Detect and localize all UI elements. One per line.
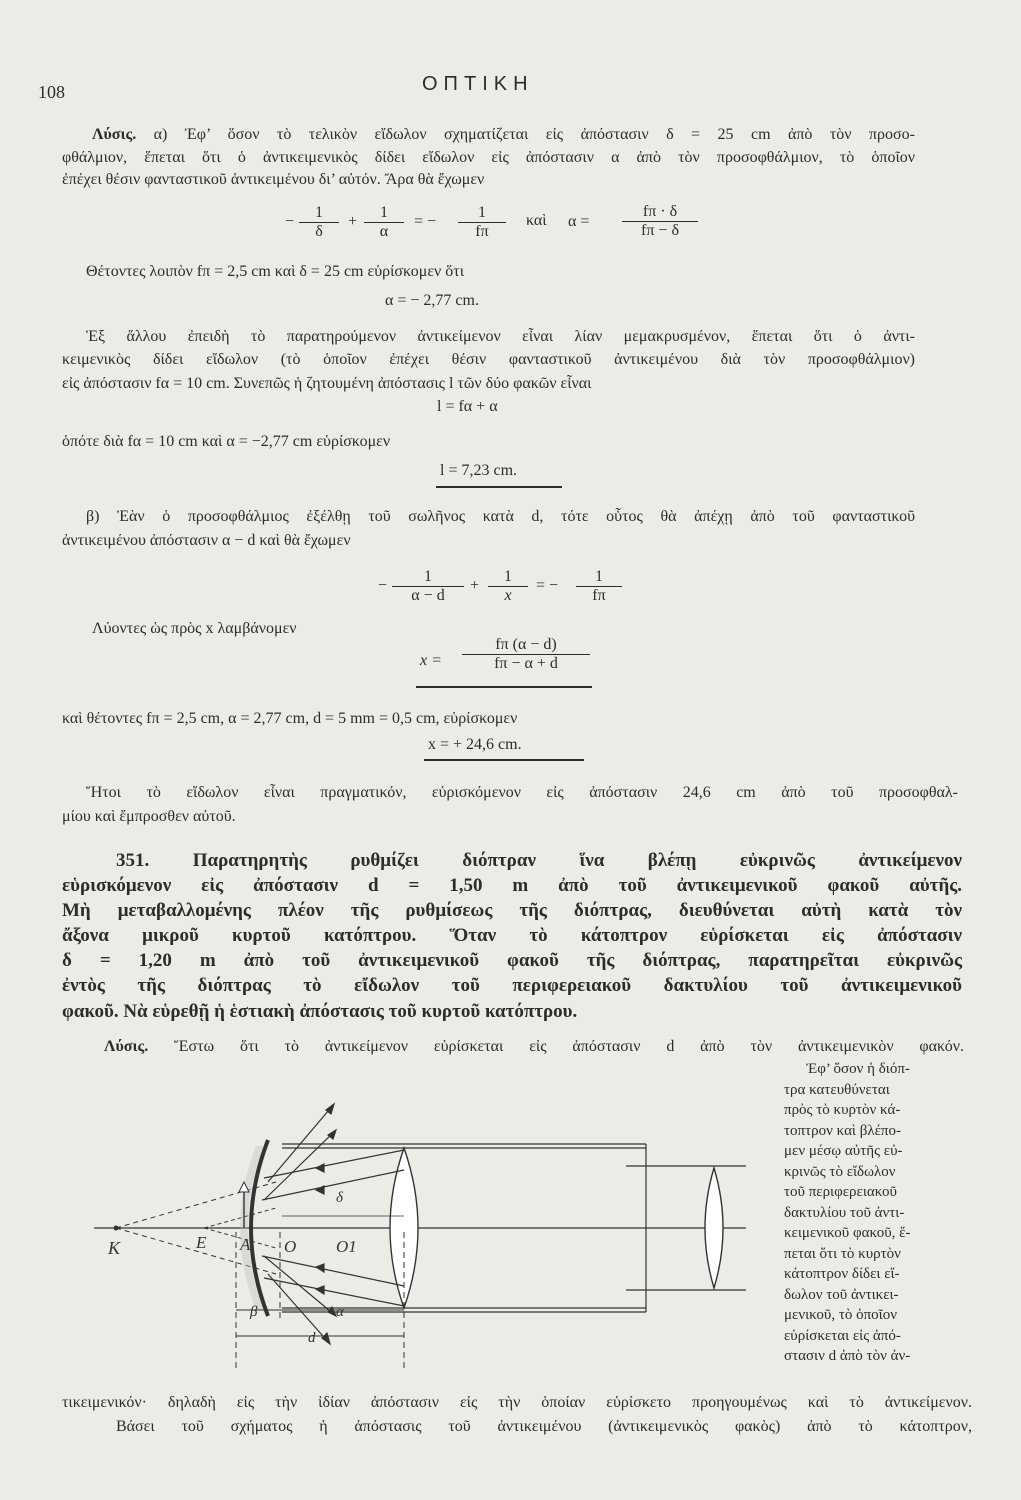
problem-351-line-6: ἐντὸς τῆς διόπτρας τὸ εἴδωλον τοῦ περιφερειακοῦ δακτυλίου τοῦ ἀντικειμενικοῦ xyxy=(62,975,962,996)
eq1-den-2: α xyxy=(364,222,404,241)
eq1-num-2: 1 xyxy=(380,204,388,221)
b-eq1-num-3: 1 xyxy=(595,568,603,585)
problem-351-line-7: φακοῦ. Νὰ εὑρεθῇ ἡ ἑστιακὴ ἀπόστασις τοῦ κυρτοῦ κατόπτρου. xyxy=(62,1001,578,1022)
eq1-den-alpha: fπ − δ xyxy=(622,221,698,240)
solution-a-line-4: Θέτοντες λοιπὸν fπ = 2,5 cm καὶ δ = 25 cm εὑρίσκομεν ὅτι xyxy=(86,263,465,280)
b-eq2-num: fπ (α − d) xyxy=(495,636,557,653)
b-eq1-den-2: x xyxy=(488,586,528,605)
side-line: στασιν d ἀπὸ τὸν ἀν- xyxy=(784,1348,911,1364)
solution-a-line-2: φθάλμιον, ἕπεται ὅτι ὁ ἀντικειμενικὸς δίδει εἴδωλον εἰς ἀπόστασιν α ἀπὸ τὸν προσοφθάλμιον, τὸ ὁποῖον xyxy=(62,149,915,166)
eq1-num-3: 1 xyxy=(478,204,486,221)
solution-b-line-1: β) Ἐὰν ὁ προσοφθάλμιος ἐξέλθῃ τοῦ σωλῆνος κατὰ d, τότε οὗτος θὰ ἀπέχῃ ἀπὸ τοῦ φανταστικοῦ xyxy=(86,508,915,525)
eq1-den-1: δ xyxy=(299,222,339,241)
label-k: K xyxy=(108,1238,121,1258)
b-eq1-frac-1 xyxy=(392,568,464,605)
b-eq1-plus: + xyxy=(470,577,480,594)
point-k xyxy=(114,1226,119,1231)
side-line: τοῦ περιφερειακοῦ xyxy=(784,1184,897,1200)
solution-351-after-1: τικειμενικόν· δηλαδὴ εἰς τὴν ἰδίαν ἀπόστασιν εἰς τὴν ὁποίαν εὑρίσκετο προηγουμένως καὶ τὸ ἀντικείμενον. xyxy=(62,1394,972,1411)
side-line: μεν μέσῳ αὐτῆς εὐ- xyxy=(784,1143,903,1159)
solution-a-line-1-text: α) Ἐφ’ ὅσον τὸ τελικὸν εἴδωλον σχηματίζεται εἰς ἀπόστασιν δ = 25 cm ἀπὸ τὸν προσο- xyxy=(153,126,915,143)
solution-351-side-text xyxy=(784,1059,974,1367)
side-line: τοπτρον καὶ βλέπο- xyxy=(784,1122,901,1139)
running-title: ΟΠΤΙΚΗ xyxy=(422,73,534,95)
label-beta: β xyxy=(250,1304,258,1320)
eq1-frac-1-over-delta xyxy=(299,204,339,241)
b-eq1-den-1: α − d xyxy=(392,586,464,605)
solution-a-line-1 xyxy=(92,124,915,145)
b-eq1-frac-2 xyxy=(488,568,528,605)
label-delta: δ xyxy=(336,1190,343,1206)
eq1-kai: καὶ xyxy=(526,212,547,229)
solution-a-line-3: ἐπέχει θέσιν φανταστικοῦ ἀντικειμένου δι’ αὐτόν. Ἄρα θὰ ἔχωμεν xyxy=(62,171,485,188)
solution-351-label: Λύσις. xyxy=(104,1038,149,1055)
b-eq1-minus: − xyxy=(378,577,388,594)
problem-351-line-2: εὑρισκόμενον εἰς ἀπόστασιν d = 1,50 m ἀπὸ τοῦ ἀντικειμενικοῦ φακοῦ αὐτῆς. xyxy=(62,875,962,896)
label-d: d xyxy=(308,1330,316,1346)
side-line: δωλον τοῦ ἀντικει- xyxy=(784,1286,899,1303)
eq1-frac-1-over-alpha xyxy=(364,204,404,241)
side-line: πεται ὅτι τὸ κυρτὸν xyxy=(784,1245,901,1262)
label-a: A xyxy=(240,1235,251,1254)
problem-351-line-5: δ = 1,20 m ἀπὸ τοῦ ἀντικειμενικοῦ φακοῦ τῆς διόπτρας, παρατηρεῖται εὐκρινῶς xyxy=(62,950,962,971)
side-line: τρα κατευθύνεται xyxy=(784,1081,890,1098)
label-o1: O1 xyxy=(336,1237,357,1256)
solution-b-line-3: Λύοντες ὡς πρὸς x λαμβάνομεν xyxy=(92,620,297,637)
solution-351-line-1-text: Ἔστω ὅτι τὸ ἀντικείμενον εὑρίσκεται εἰς ἀπόστασιν d ἀπὸ τὸν ἀντικειμενικὸν φακόν. xyxy=(174,1038,964,1055)
solution-a-eq-3: l = fα + α xyxy=(437,398,498,415)
eq1-frac-1-over-fpi xyxy=(458,204,506,241)
solution-a-line-5: Ἐξ ἄλλου ἐπειδὴ τὸ παρατηρούμενον ἀντικείμενον εἶναι λίαν μεμακρυσμένον, ἕπεται ὅτι ὁ ἀντι- xyxy=(86,328,915,345)
solution-b-result: x = + 24,6 cm. xyxy=(428,736,522,753)
eq1-alpha-eq: α = xyxy=(568,213,590,230)
b-eq1-equals: = − xyxy=(536,577,559,594)
solution-351-line-1 xyxy=(104,1036,964,1057)
eyepiece-lens xyxy=(705,1168,723,1288)
label-alpha: α xyxy=(336,1304,344,1320)
eq1-equals: = − xyxy=(414,213,437,230)
solution-a-line-7: εἰς ἀπόστασιν fα = 10 cm. Συνεπῶς ἡ ζητουμένη ἀπόστασις l τῶν δύο φακῶν εἶναι xyxy=(62,375,592,392)
b-eq1-den-3: fπ xyxy=(576,586,622,605)
solution-label: Λύσις. xyxy=(92,126,137,143)
b-eq1-num-2: 1 xyxy=(504,568,512,585)
side-line: κρινῶς τὸ εἴδωλον xyxy=(784,1163,896,1180)
b-eq2-frac xyxy=(462,636,590,673)
result-underline-2 xyxy=(416,686,592,688)
solution-b-line-5: Ἤτοι τὸ εἴδωλον εἶναι πραγματικόν, εὑρισκόμενον εἰς ἀπόστασιν 24,6 cm ἀπὸ τοῦ προσοφθαλ- xyxy=(86,784,958,801)
eq1-plus: + xyxy=(348,213,358,230)
eq1-num-alpha: fπ · δ xyxy=(642,203,678,220)
solution-351-after-2: Βάσει τοῦ σχήματος ἡ ἀπόστασις τοῦ ἀντικειμένου (ἀντικειμενικὸς φακὸς) ἀπὸ τὸ κάτοπτρον, xyxy=(116,1418,972,1435)
side-line: πρὸς τὸ κυρτὸν κά- xyxy=(784,1102,901,1118)
solution-b-line-6: μίου καὶ ἔμπροσθεν αὐτοῦ. xyxy=(62,808,236,825)
problem-351-line-1: 351. Παρατηρητὴς ρυθμίζει διόπτραν ἵνα βλέπῃ εὐκρινῶς ἀντικείμενον xyxy=(116,850,962,871)
eq1-minus: − xyxy=(285,213,295,230)
b-eq1-frac-3 xyxy=(576,568,622,605)
side-line: δακτυλίου τοῦ ἀντι- xyxy=(784,1204,905,1221)
b-eq2-lhs: x = xyxy=(420,652,442,669)
side-line: εὑρίσκεται εἰς ἀπό- xyxy=(784,1327,901,1344)
problem-351-line-3: Μὴ μεταβαλλομένης πλέον τῆς ρυθμίσεως τῆς διόπτρας, διευθύνεται αὐτὴ κατὰ τὸν xyxy=(62,900,962,921)
solution-a-line-6: κειμενικὸς δίδει εἴδωλον (τὸ ὁποῖον ἐπέχει θέσιν φανταστικοῦ ἀντικειμένου διὰ τὸν προσοφθάλμιον) xyxy=(62,351,915,368)
solution-a-eq-2: α = − 2,77 cm. xyxy=(385,292,479,309)
side-line: Ἐφ’ ὅσον ἡ διόπ- xyxy=(806,1061,910,1077)
b-eq2-den: fπ − α + d xyxy=(462,654,590,673)
side-line: κειμενικοῦ φακοῦ, ἕ- xyxy=(784,1225,911,1241)
optics-diagram xyxy=(86,1090,766,1380)
label-e: E xyxy=(196,1233,207,1252)
eq1-den-3: fπ xyxy=(458,222,506,241)
label-o: O xyxy=(284,1237,297,1256)
problem-351-line-4: ἄξονα μικροῦ κυρτοῦ κατόπτρου. Ὅταν τὸ κάτοπτρον εὑρίσκεται εἰς ἀπόστασιν xyxy=(62,925,962,946)
side-line: κάτοπτρον δίδει εἴ- xyxy=(784,1266,900,1282)
result-underline-1 xyxy=(436,486,562,488)
b-eq1-num-1: 1 xyxy=(424,568,432,585)
focal-ray-upper xyxy=(204,1208,276,1228)
solution-b-line-4: καὶ θέτοντες fπ = 2,5 cm, α = 2,77 cm, d = 5 mm = 0,5 cm, εὑρίσκομεν xyxy=(62,710,518,727)
result-underline-3 xyxy=(424,759,584,761)
solution-a-line-8: ὁπότε διὰ fα = 10 cm καὶ α = −2,77 cm εὑρίσκομεν xyxy=(62,433,391,450)
solution-b-line-2: ἀντικειμένου ἀπόστασιν α − d καὶ θὰ ἔχωμεν xyxy=(62,532,351,549)
page-number: 108 xyxy=(38,82,65,102)
eq1-frac-alpha xyxy=(622,203,698,240)
side-line: μενικοῦ, τὸ ὁποῖον xyxy=(784,1307,897,1323)
solution-a-result: l = 7,23 cm. xyxy=(440,462,518,479)
eq1-num-1: 1 xyxy=(315,204,323,221)
